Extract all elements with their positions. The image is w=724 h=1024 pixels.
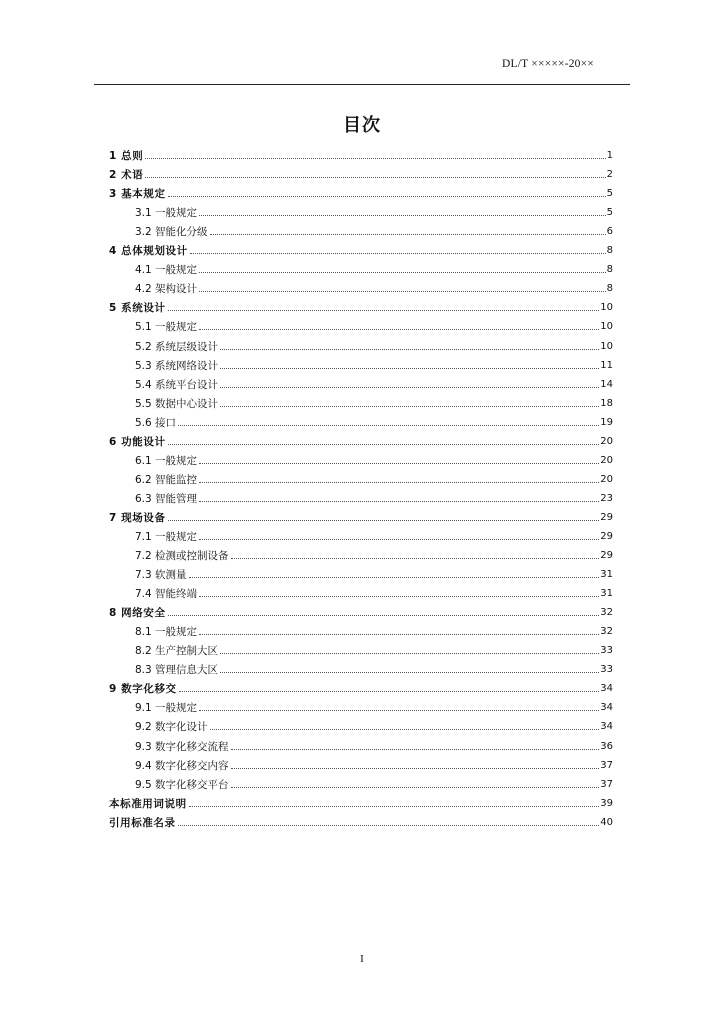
toc-entry-label: 7.4 智能终端 — [135, 588, 198, 601]
toc-entry-page: 14 — [600, 378, 613, 390]
table-of-contents — [109, 143, 613, 829]
toc-entry[interactable] — [109, 143, 613, 162]
toc-dot-leader — [199, 291, 606, 292]
toc-entry[interactable] — [109, 429, 613, 448]
toc-entry-label: 2 术语 — [109, 169, 144, 182]
toc-dot-leader — [220, 387, 599, 388]
toc-entry-label: 6.1 一般规定 — [135, 454, 198, 467]
toc-entry-page: 2 — [606, 169, 613, 181]
toc-entry[interactable] — [109, 562, 613, 581]
toc-entry-page: 8 — [606, 245, 613, 257]
toc-entry-page: 33 — [600, 645, 613, 657]
toc-entry-label: 7.3 软测量 — [135, 569, 187, 582]
toc-entry-label: 5.5 数据中心设计 — [135, 397, 219, 410]
toc-entry-page: 36 — [600, 740, 613, 752]
toc-dot-leader — [179, 691, 600, 692]
toc-entry-page: 29 — [600, 530, 613, 542]
toc-entry-label: 引用标准名录 — [109, 816, 176, 829]
toc-entry-page: 39 — [600, 797, 613, 809]
toc-dot-leader — [199, 482, 599, 483]
toc-entry[interactable] — [109, 391, 613, 410]
toc-entry-label: 7 现场设备 — [109, 511, 166, 524]
document-code: DL/T ×××××-20×× — [502, 58, 594, 70]
toc-entry[interactable] — [109, 753, 613, 772]
toc-dot-leader — [210, 234, 606, 235]
toc-entry[interactable] — [109, 257, 613, 276]
toc-entry-label: 9.3 数字化移交流程 — [135, 740, 229, 753]
toc-entry-page: 5 — [606, 207, 613, 219]
toc-entry-page: 33 — [600, 664, 613, 676]
page-number: I — [360, 953, 364, 965]
toc-dot-leader — [220, 368, 599, 369]
toc-entry-label: 5.3 系统网络设计 — [135, 359, 219, 372]
toc-entry-label: 9.5 数字化移交平台 — [135, 778, 229, 791]
toc-entry[interactable] — [109, 467, 613, 486]
toc-entry[interactable] — [109, 181, 613, 200]
toc-entry-label: 8.2 生产控制大区 — [135, 645, 219, 658]
toc-entry[interactable] — [109, 543, 613, 562]
toc-entry[interactable] — [109, 619, 613, 638]
toc-entry[interactable] — [109, 676, 613, 695]
toc-entry-page: 31 — [600, 569, 613, 581]
toc-entry-label: 3 基本规定 — [109, 188, 166, 201]
toc-entry[interactable] — [109, 524, 613, 543]
toc-entry-page: 32 — [600, 626, 613, 638]
toc-entry-page: 32 — [600, 607, 613, 619]
toc-dot-leader — [178, 825, 600, 826]
toc-entry[interactable] — [109, 810, 613, 829]
toc-entry-label: 4.1 一般规定 — [135, 264, 198, 277]
toc-dot-leader — [220, 406, 599, 407]
toc-dot-leader — [178, 425, 599, 426]
toc-entry-label: 8 网络安全 — [109, 607, 166, 620]
toc-entry-page: 34 — [600, 702, 613, 714]
toc-entry-page: 23 — [600, 492, 613, 504]
toc-entry[interactable] — [109, 486, 613, 505]
toc-dot-leader — [168, 444, 600, 445]
toc-entry-label: 7.2 检测或控制设备 — [135, 550, 229, 563]
toc-entry-page: 37 — [600, 759, 613, 771]
toc-dot-leader — [210, 729, 600, 730]
toc-dot-leader — [168, 520, 600, 521]
toc-dot-leader — [220, 349, 599, 350]
toc-entry[interactable] — [109, 772, 613, 791]
toc-dot-leader — [199, 272, 606, 273]
toc-entry-label: 6 功能设计 — [109, 435, 166, 448]
toc-entry-label: 1 总则 — [109, 150, 144, 163]
toc-entry-label: 本标准用词说明 — [109, 797, 187, 810]
toc-entry-page: 20 — [600, 473, 613, 485]
toc-entry-page: 34 — [600, 721, 613, 733]
toc-dot-leader — [145, 177, 605, 178]
toc-entry-page: 29 — [600, 550, 613, 562]
toc-entry-page: 34 — [600, 683, 613, 695]
toc-entry[interactable] — [109, 238, 613, 257]
toc-entry-label: 6.3 智能管理 — [135, 492, 198, 505]
toc-entry-label: 4 总体规划设计 — [109, 245, 188, 258]
toc-dot-leader — [189, 806, 600, 807]
toc-entry-label: 6.2 智能监控 — [135, 473, 198, 486]
toc-dot-leader — [199, 501, 599, 502]
toc-entry[interactable] — [109, 219, 613, 238]
toc-entry-label: 3.2 智能化分级 — [135, 226, 208, 239]
toc-dot-leader — [199, 329, 599, 330]
toc-entry-label: 5.2 系统层级设计 — [135, 340, 219, 353]
toc-dot-leader — [199, 634, 599, 635]
toc-dot-leader — [168, 615, 600, 616]
toc-entry[interactable] — [109, 333, 613, 352]
toc-dot-leader — [199, 215, 606, 216]
toc-entry-page: 31 — [600, 588, 613, 600]
toc-entry[interactable] — [109, 791, 613, 810]
toc-entry-page: 10 — [600, 340, 613, 352]
toc-entry-label: 9.4 数字化移交内容 — [135, 759, 229, 772]
toc-entry-label: 9.2 数字化设计 — [135, 721, 208, 734]
toc-entry-page: 40 — [600, 816, 613, 828]
toc-entry-page: 29 — [600, 511, 613, 523]
toc-entry-label: 5.6 接口 — [135, 416, 177, 429]
toc-entry-label: 5 系统设计 — [109, 302, 166, 315]
toc-entry[interactable] — [109, 295, 613, 314]
toc-dot-leader — [199, 710, 599, 711]
toc-entry[interactable] — [109, 353, 613, 372]
toc-dot-leader — [145, 158, 605, 159]
toc-entry-page: 10 — [600, 302, 613, 314]
toc-dot-leader — [168, 310, 600, 311]
toc-entry-page: 11 — [600, 359, 613, 371]
toc-dot-leader — [199, 596, 599, 597]
toc-dot-leader — [189, 577, 600, 578]
toc-entry[interactable] — [109, 200, 613, 219]
toc-dot-leader — [220, 653, 599, 654]
toc-entry-label: 5.1 一般规定 — [135, 321, 198, 334]
toc-entry-page: 20 — [600, 454, 613, 466]
toc-entry[interactable] — [109, 162, 613, 181]
toc-entry[interactable] — [109, 600, 613, 619]
toc-entry-page: 18 — [600, 397, 613, 409]
toc-entry[interactable] — [109, 733, 613, 752]
toc-dot-leader — [231, 787, 600, 788]
toc-entry[interactable] — [109, 372, 613, 391]
toc-title: 目次 — [343, 115, 381, 136]
toc-entry-page: 19 — [600, 416, 613, 428]
toc-entry[interactable] — [109, 657, 613, 676]
toc-entry-label: 4.2 架构设计 — [135, 283, 198, 296]
toc-entry[interactable] — [109, 714, 613, 733]
toc-entry-label: 5.4 系统平台设计 — [135, 378, 219, 391]
toc-entry[interactable] — [109, 276, 613, 295]
toc-entry-page: 10 — [600, 321, 613, 333]
toc-entry-label: 8.3 管理信息大区 — [135, 664, 219, 677]
toc-dot-leader — [220, 672, 599, 673]
toc-entry-label: 9.1 一般规定 — [135, 702, 198, 715]
toc-entry-page: 1 — [606, 150, 613, 162]
header-rule — [94, 84, 630, 85]
toc-entry-label: 9 数字化移交 — [109, 683, 177, 696]
toc-dot-leader — [231, 749, 600, 750]
toc-dot-leader — [199, 539, 599, 540]
toc-entry-page: 20 — [600, 435, 613, 447]
toc-dot-leader — [190, 253, 606, 254]
toc-entry-label: 7.1 一般规定 — [135, 530, 198, 543]
toc-entry[interactable] — [109, 505, 613, 524]
toc-entry-label: 3.1 一般规定 — [135, 207, 198, 220]
toc-entry[interactable] — [109, 410, 613, 429]
toc-dot-leader — [168, 196, 606, 197]
toc-entry[interactable] — [109, 638, 613, 657]
toc-entry-page: 8 — [606, 264, 613, 276]
toc-entry-page: 6 — [606, 226, 613, 238]
toc-entry-page: 37 — [600, 778, 613, 790]
toc-entry-label: 8.1 一般规定 — [135, 626, 198, 639]
toc-entry[interactable] — [109, 581, 613, 600]
toc-entry[interactable] — [109, 314, 613, 333]
toc-entry-page: 8 — [606, 283, 613, 295]
toc-entry[interactable] — [109, 695, 613, 714]
toc-entry-page: 5 — [606, 188, 613, 200]
toc-dot-leader — [231, 558, 600, 559]
toc-dot-leader — [231, 768, 600, 769]
toc-dot-leader — [199, 463, 599, 464]
toc-entry[interactable] — [109, 448, 613, 467]
